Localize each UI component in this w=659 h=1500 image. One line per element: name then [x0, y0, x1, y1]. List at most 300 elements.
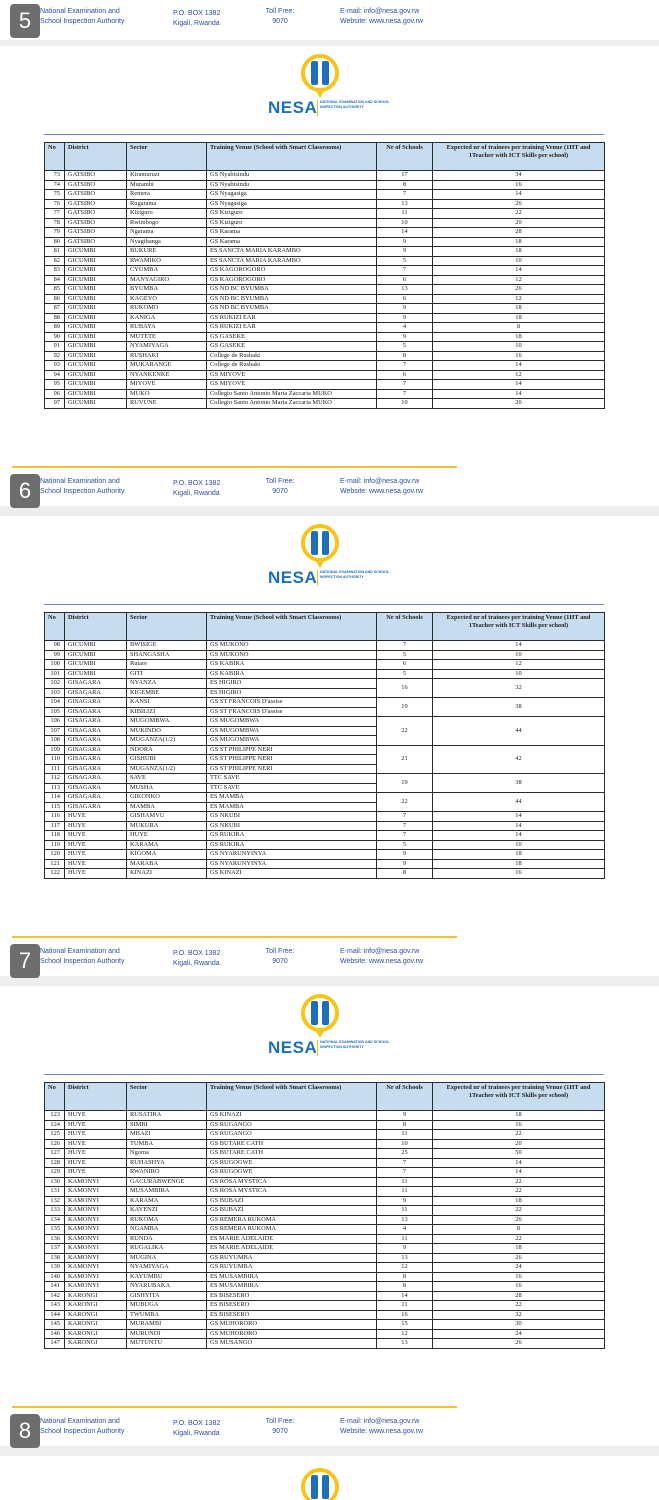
footer-website[interactable]: Website: www.nesa.gov.rw — [340, 18, 423, 25]
logo-separator — [317, 1040, 318, 1056]
cell-sector: NYAMIYAGA — [127, 1263, 207, 1273]
cell-sector: GACURABWENGE — [127, 1177, 207, 1187]
cell-sector: GISHYITA — [127, 1291, 207, 1301]
cell-sector: SHANGASHA — [127, 650, 207, 660]
cell-trainees: 30 — [433, 1320, 605, 1330]
footer-org-line: National Examination and — [40, 478, 120, 485]
cell-district: KARONGI — [65, 1310, 127, 1320]
header-sector: Sector — [127, 1083, 207, 1111]
cell-district: GICUMBI — [65, 641, 127, 651]
cell-no: 88 — [45, 313, 65, 323]
cell-trainees: 22 — [433, 1206, 605, 1216]
table-header-row — [45, 143, 605, 171]
cell-district: GISAGARA — [65, 688, 127, 698]
cell-sector: MURUNDI — [127, 1329, 207, 1339]
cell-district: KARONGI — [65, 1320, 127, 1330]
cell-venue: GS ROSA MYSTICA — [207, 1187, 377, 1197]
cell-trainees: 10 — [433, 650, 605, 660]
cell-trainees: 38 — [433, 774, 605, 793]
cell-schools: 7 — [377, 1168, 433, 1178]
table-row — [45, 1187, 605, 1197]
cell-venue: ES MUSAMBIRA — [207, 1272, 377, 1282]
cell-sector: RUSHAKI — [127, 351, 207, 361]
cell-district: GATSIBO — [65, 171, 127, 181]
cell-district: GISAGARA — [65, 698, 127, 708]
cell-schools: 7 — [377, 361, 433, 371]
cell-schools: 13 — [377, 285, 433, 295]
cell-schools: 7 — [377, 380, 433, 390]
header-sector: Sector — [127, 143, 207, 171]
table-row — [45, 1282, 605, 1292]
footer-org-line: School Inspection Authority — [40, 958, 125, 965]
cell-no: 143 — [45, 1301, 65, 1311]
cell-schools: 9 — [377, 332, 433, 342]
cell-district: KAMONYI — [65, 1253, 127, 1263]
table-header-row — [45, 1083, 605, 1111]
cell-sector: KAGEYO — [127, 294, 207, 304]
cell-no: 125 — [45, 1130, 65, 1140]
cell-no: 111 — [45, 764, 65, 774]
cell-schools: 4 — [377, 1225, 433, 1235]
cell-venue: GS MUGOMBWA — [207, 717, 377, 727]
cell-district: GATSIBO — [65, 218, 127, 228]
cell-venue: GS MIYOVE — [207, 380, 377, 390]
cell-schools: 10 — [377, 218, 433, 228]
footer-address-line: P.O. BOX 1382 — [173, 480, 221, 487]
table-row — [45, 660, 605, 670]
cell-trainees: 8 — [433, 323, 605, 333]
cell-district: GATSIBO — [65, 209, 127, 219]
cell-venue: GS RUGANGO — [207, 1130, 377, 1140]
nesa-logo — [268, 1468, 388, 1500]
cell-sector: GIKONKO — [127, 793, 207, 803]
cell-sector: MURAMBI — [127, 1320, 207, 1330]
table-row — [45, 247, 605, 257]
cell-venue: GS ST PHILIPPE NERI — [207, 755, 377, 765]
footer-org-line: National Examination and — [40, 1418, 120, 1425]
cell-venue: GS Karama — [207, 228, 377, 238]
cell-trainees: 18 — [433, 247, 605, 257]
cell-schools: 9 — [377, 1111, 433, 1121]
cell-sector: Murambi — [127, 180, 207, 190]
cell-schools: 19 — [377, 698, 433, 717]
table-row — [45, 1139, 605, 1149]
table-row — [45, 171, 605, 181]
cell-schools: 5 — [377, 342, 433, 352]
cell-no: 123 — [45, 1111, 65, 1121]
cell-sector: NYARUBAKA — [127, 1282, 207, 1292]
footer-address-line: Kigali, Rwanda — [173, 490, 220, 497]
cell-no: 91 — [45, 342, 65, 352]
cell-district: GATSIBO — [65, 199, 127, 209]
cell-no: 90 — [45, 332, 65, 342]
cell-venue: Collegio Santo Antonio Maria Zaccaria MUKO — [207, 389, 377, 399]
cell-sector: NDORA — [127, 745, 207, 755]
cell-sector: RUNDA — [127, 1234, 207, 1244]
footer-toll-number: 9070 — [272, 488, 288, 495]
page-number-badge: 5 — [10, 4, 40, 38]
cell-schools: 12 — [377, 1263, 433, 1273]
cell-schools: 5 — [377, 669, 433, 679]
cell-venue: GS ST FRANCOIS D'assise — [207, 698, 377, 708]
cell-venue: TTC SAVE — [207, 783, 377, 793]
cell-district: HUYE — [65, 1168, 127, 1178]
footer-website[interactable]: Website: www.nesa.gov.rw — [340, 488, 423, 495]
cell-sector: NYANKENKE — [127, 370, 207, 380]
cell-district: HUYE — [65, 1130, 127, 1140]
cell-sector: NGAMBA — [127, 1225, 207, 1235]
cell-district: GISAGARA — [65, 736, 127, 746]
cell-district: HUYE — [65, 1149, 127, 1159]
cell-trainees: 18 — [433, 237, 605, 247]
cell-trainees: 50 — [433, 1149, 605, 1159]
cell-schools: 14 — [377, 1291, 433, 1301]
cell-trainees: 18 — [433, 304, 605, 314]
training-venues-table — [44, 142, 605, 409]
cell-venue: GS RUGOGWE — [207, 1158, 377, 1168]
cell-schools: 6 — [377, 370, 433, 380]
cell-district: GICUMBI — [65, 266, 127, 276]
cell-venue: GS NYARUNYINYA — [207, 859, 377, 869]
footer-org-line: National Examination and — [40, 948, 120, 955]
cell-no: 114 — [45, 793, 65, 803]
cell-sector: Kiramuruzi — [127, 171, 207, 181]
cell-no: 141 — [45, 1282, 65, 1292]
footer-address — [173, 1419, 220, 1439]
cell-trainees: 14 — [433, 266, 605, 276]
footer-org — [40, 1417, 124, 1437]
cell-district: KAMONYI — [65, 1263, 127, 1273]
cell-venue: College de Rushaki — [207, 361, 377, 371]
cell-trainees: 16 — [433, 1272, 605, 1282]
cell-no: 81 — [45, 247, 65, 257]
footer-contact — [340, 947, 423, 967]
cell-trainees: 14 — [433, 812, 605, 822]
cell-venue: GS REMERA RUKOMA — [207, 1215, 377, 1225]
cell-trainees: 32 — [433, 1310, 605, 1320]
nesa-logo — [268, 524, 388, 604]
cell-sector: MBAZI — [127, 1130, 207, 1140]
cell-trainees: 14 — [433, 641, 605, 651]
cell-district: GICUMBI — [65, 247, 127, 257]
cell-sector: KANIGA — [127, 313, 207, 323]
cell-schools: 19 — [377, 774, 433, 793]
cell-no: 142 — [45, 1291, 65, 1301]
cell-district: GISAGARA — [65, 774, 127, 784]
cell-trainees: 22 — [433, 1187, 605, 1197]
cell-venue: GS KAGOROGORO — [207, 266, 377, 276]
cell-schools: 5 — [377, 840, 433, 850]
cell-trainees: 42 — [433, 745, 605, 774]
cell-no: 96 — [45, 389, 65, 399]
cell-sector: NYAMIYAGA — [127, 342, 207, 352]
table-row — [45, 1149, 605, 1159]
cell-sector: HUYE — [127, 831, 207, 841]
footer-email[interactable]: E-mail: info@nesa.gov.rw — [340, 8, 420, 15]
cell-trainees: 16 — [433, 1282, 605, 1292]
cell-trainees: 16 — [433, 869, 605, 879]
cell-trainees: 12 — [433, 294, 605, 304]
cell-district: GICUMBI — [65, 351, 127, 361]
cell-district: KAMONYI — [65, 1282, 127, 1292]
cell-trainees: 22 — [433, 1130, 605, 1140]
cell-venue: GS REMERA RUKOMA — [207, 1225, 377, 1235]
cell-district: GISAGARA — [65, 726, 127, 736]
table-row — [45, 1111, 605, 1121]
table-row — [45, 1244, 605, 1254]
logo-bar — [322, 1001, 329, 1025]
cell-no: 75 — [45, 190, 65, 200]
cell-trainees: 18 — [433, 1244, 605, 1254]
table-row — [45, 1206, 605, 1216]
cell-sector: MUGANZA(1/2) — [127, 764, 207, 774]
cell-venue: GS NKUBI — [207, 812, 377, 822]
cell-no: 147 — [45, 1339, 65, 1349]
footer-email[interactable]: E-mail: info@nesa.gov.rw — [340, 1418, 420, 1425]
footer-accent-line — [12, 1406, 457, 1408]
cell-no: 83 — [45, 266, 65, 276]
table-row — [45, 698, 605, 708]
cell-district: GICUMBI — [65, 389, 127, 399]
cell-district: HUYE — [65, 821, 127, 831]
cell-sector: TWUMBA — [127, 1310, 207, 1320]
cell-venue: GS ND BC BYUMBA — [207, 285, 377, 295]
cell-venue: GS KAGOROGORO — [207, 275, 377, 285]
cell-venue: GS RUGANGO — [207, 1120, 377, 1130]
cell-venue: GS BUTARE CATH — [207, 1149, 377, 1159]
cell-venue: GS MUGOMBWA — [207, 726, 377, 736]
cell-district: GICUMBI — [65, 370, 127, 380]
cell-sector: MIYOVE — [127, 380, 207, 390]
table-row — [45, 275, 605, 285]
cell-venue: College de Rushaki — [207, 351, 377, 361]
cell-venue: GS Kiziguro — [207, 218, 377, 228]
table-row — [45, 370, 605, 380]
cell-sector: KAYUMBU — [127, 1272, 207, 1282]
footer-toll-free — [262, 477, 298, 497]
table-row — [45, 850, 605, 860]
table-row — [45, 1234, 605, 1244]
cell-schools: 11 — [377, 1130, 433, 1140]
footer-address — [173, 949, 220, 969]
cell-no: 127 — [45, 1149, 65, 1159]
cell-sector: MAMBA — [127, 802, 207, 812]
cell-venue: GS GASEKE — [207, 332, 377, 342]
cell-trainees: 16 — [433, 180, 605, 190]
cell-district: GATSIBO — [65, 237, 127, 247]
cell-trainees: 12 — [433, 370, 605, 380]
table-row — [45, 641, 605, 651]
cell-sector: RUBAYA — [127, 323, 207, 333]
cell-sector: KIBILIZI — [127, 707, 207, 717]
cell-no: 120 — [45, 850, 65, 860]
footer-website[interactable]: Website: www.nesa.gov.rw — [340, 1428, 423, 1435]
cell-sector: MUGOMBWA — [127, 717, 207, 727]
header-rule — [44, 604, 604, 605]
cell-venue: ES MAMBA — [207, 802, 377, 812]
cell-district: GATSIBO — [65, 228, 127, 238]
document-page-8 — [0, 986, 659, 1446]
cell-venue: GS RUYUMBA — [207, 1263, 377, 1273]
cell-no: 105 — [45, 707, 65, 717]
cell-trainees: 20 — [433, 1139, 605, 1149]
cell-schools: 11 — [377, 1206, 433, 1216]
cell-sector: MANYAGIRO — [127, 275, 207, 285]
cell-no: 94 — [45, 370, 65, 380]
table-row — [45, 1320, 605, 1330]
cell-venue: GS Kiziguro — [207, 209, 377, 219]
cell-schools: 17 — [377, 171, 433, 181]
cell-district: GATSIBO — [65, 190, 127, 200]
cell-venue: GS GASEKE — [207, 342, 377, 352]
cell-venue: GS RUKIZI EAR — [207, 313, 377, 323]
logo-ring-icon — [301, 1468, 339, 1500]
header-no: No — [45, 613, 65, 641]
cell-district: GICUMBI — [65, 660, 127, 670]
cell-venue: GS Karama — [207, 237, 377, 247]
table-row — [45, 745, 605, 755]
table-row — [45, 342, 605, 352]
cell-trainees: 26 — [433, 1339, 605, 1349]
cell-trainees: 14 — [433, 389, 605, 399]
cell-sector: RUKOMO — [127, 304, 207, 314]
table-row — [45, 1177, 605, 1187]
footer-address-line: Kigali, Rwanda — [173, 960, 220, 967]
cell-schools: 10 — [377, 1139, 433, 1149]
table-row — [45, 361, 605, 371]
cell-no: 99 — [45, 650, 65, 660]
cell-no: 113 — [45, 783, 65, 793]
cell-venue: GS KINAZI — [207, 869, 377, 879]
cell-schools: 6 — [377, 294, 433, 304]
cell-district: KAMONYI — [65, 1206, 127, 1216]
cell-venue: GS ST PHILIPPE NERI — [207, 745, 377, 755]
cell-schools: 9 — [377, 850, 433, 860]
table-row — [45, 679, 605, 689]
cell-district: GISAGARA — [65, 755, 127, 765]
cell-district: GISAGARA — [65, 707, 127, 717]
cell-venue: GS RUYUMBA — [207, 1253, 377, 1263]
cell-no: 84 — [45, 275, 65, 285]
header-venue: Training Venue (School with Smart Classrooms) — [207, 143, 377, 171]
cell-sector: MARABA — [127, 859, 207, 869]
cell-district: HUYE — [65, 850, 127, 860]
cell-district: KARONGI — [65, 1291, 127, 1301]
cell-venue: GS MUSANGO — [207, 1339, 377, 1349]
cell-district: GISAGARA — [65, 764, 127, 774]
cell-trainees: 18 — [433, 313, 605, 323]
footer-email[interactable]: E-mail: info@nesa.gov.rw — [340, 478, 420, 485]
cell-schools: 9 — [377, 313, 433, 323]
footer-accent-line — [12, 936, 457, 938]
cell-schools: 22 — [377, 717, 433, 746]
table-row — [45, 285, 605, 295]
cell-trainees: 10 — [433, 840, 605, 850]
cell-district: HUYE — [65, 869, 127, 879]
cell-venue: ES SANCTA MARIA KARAMBO — [207, 247, 377, 257]
cell-schools: 5 — [377, 650, 433, 660]
cell-no: 124 — [45, 1120, 65, 1130]
cell-sector: RUHASHYA — [127, 1158, 207, 1168]
cell-sector: Ngarama — [127, 228, 207, 238]
cell-schools: 11 — [377, 209, 433, 219]
table-row — [45, 1272, 605, 1282]
table-row — [45, 351, 605, 361]
cell-schools: 11 — [377, 1177, 433, 1187]
cell-venue: GS ST PHILIPPE NERI — [207, 764, 377, 774]
cell-venue: GS ND BC BYUMBA — [207, 304, 377, 314]
page-footer — [0, 0, 659, 40]
footer-contact — [340, 477, 423, 497]
cell-district: GICUMBI — [65, 285, 127, 295]
table-row — [45, 1158, 605, 1168]
cell-venue: GS BUTARE CATH — [207, 1139, 377, 1149]
table-row — [45, 821, 605, 831]
cell-district: GICUMBI — [65, 256, 127, 266]
cell-venue: GS ROSA MYSTICA — [207, 1177, 377, 1187]
cell-trainees: 22 — [433, 209, 605, 219]
footer-toll-label: Toll Free: — [265, 1418, 295, 1425]
cell-schools: 7 — [377, 641, 433, 651]
cell-schools: 5 — [377, 256, 433, 266]
cell-no: 79 — [45, 228, 65, 238]
cell-trainees: 32 — [433, 679, 605, 698]
cell-district: GISAGARA — [65, 717, 127, 727]
footer-email[interactable]: E-mail: info@nesa.gov.rw — [340, 948, 420, 955]
page-footer — [0, 940, 659, 980]
table-row — [45, 812, 605, 822]
cell-no: 104 — [45, 698, 65, 708]
table-row — [45, 332, 605, 342]
table-row — [45, 869, 605, 879]
cell-schools: 8 — [377, 869, 433, 879]
cell-no: 85 — [45, 285, 65, 295]
cell-trainees: 18 — [433, 850, 605, 860]
cell-sector: MUSAMBIRA — [127, 1187, 207, 1197]
cell-sector: MUTETE — [127, 332, 207, 342]
table-row — [45, 180, 605, 190]
footer-toll-free — [262, 1417, 298, 1437]
cell-sector: KAYENZI — [127, 1206, 207, 1216]
document-page-6 — [0, 46, 659, 506]
page-number-badge: 7 — [10, 944, 40, 978]
cell-no: 86 — [45, 294, 65, 304]
cell-trainees: 14 — [433, 380, 605, 390]
cell-sector: TUMBA — [127, 1139, 207, 1149]
cell-district: HUYE — [65, 859, 127, 869]
table-row — [45, 380, 605, 390]
header-schools: Nr of Schools — [377, 1083, 433, 1111]
header-district: District — [65, 143, 127, 171]
cell-venue: Collegio Santo Antonio Maria Zaccaria MUKO — [207, 399, 377, 409]
cell-district: GICUMBI — [65, 650, 127, 660]
cell-venue: GS Nyagasiga — [207, 190, 377, 200]
cell-sector: MUTUNTU — [127, 1339, 207, 1349]
cell-district: GICUMBI — [65, 275, 127, 285]
cell-schools: 9 — [377, 304, 433, 314]
cell-sector: MUKO — [127, 389, 207, 399]
cell-no: 134 — [45, 1215, 65, 1225]
cell-no: 108 — [45, 736, 65, 746]
table-row — [45, 1225, 605, 1235]
header-rule — [44, 1074, 604, 1075]
logo-subtitle: NATIONAL EXAMINATION AND SCHOOL INSPECTION AUTHORITY — [320, 100, 390, 109]
cell-sector: GISHUBI — [127, 755, 207, 765]
footer-contact — [340, 1417, 423, 1437]
footer-toll-free — [262, 947, 298, 967]
footer-website[interactable]: Website: www.nesa.gov.rw — [340, 958, 423, 965]
cell-schools: 9 — [377, 1196, 433, 1206]
